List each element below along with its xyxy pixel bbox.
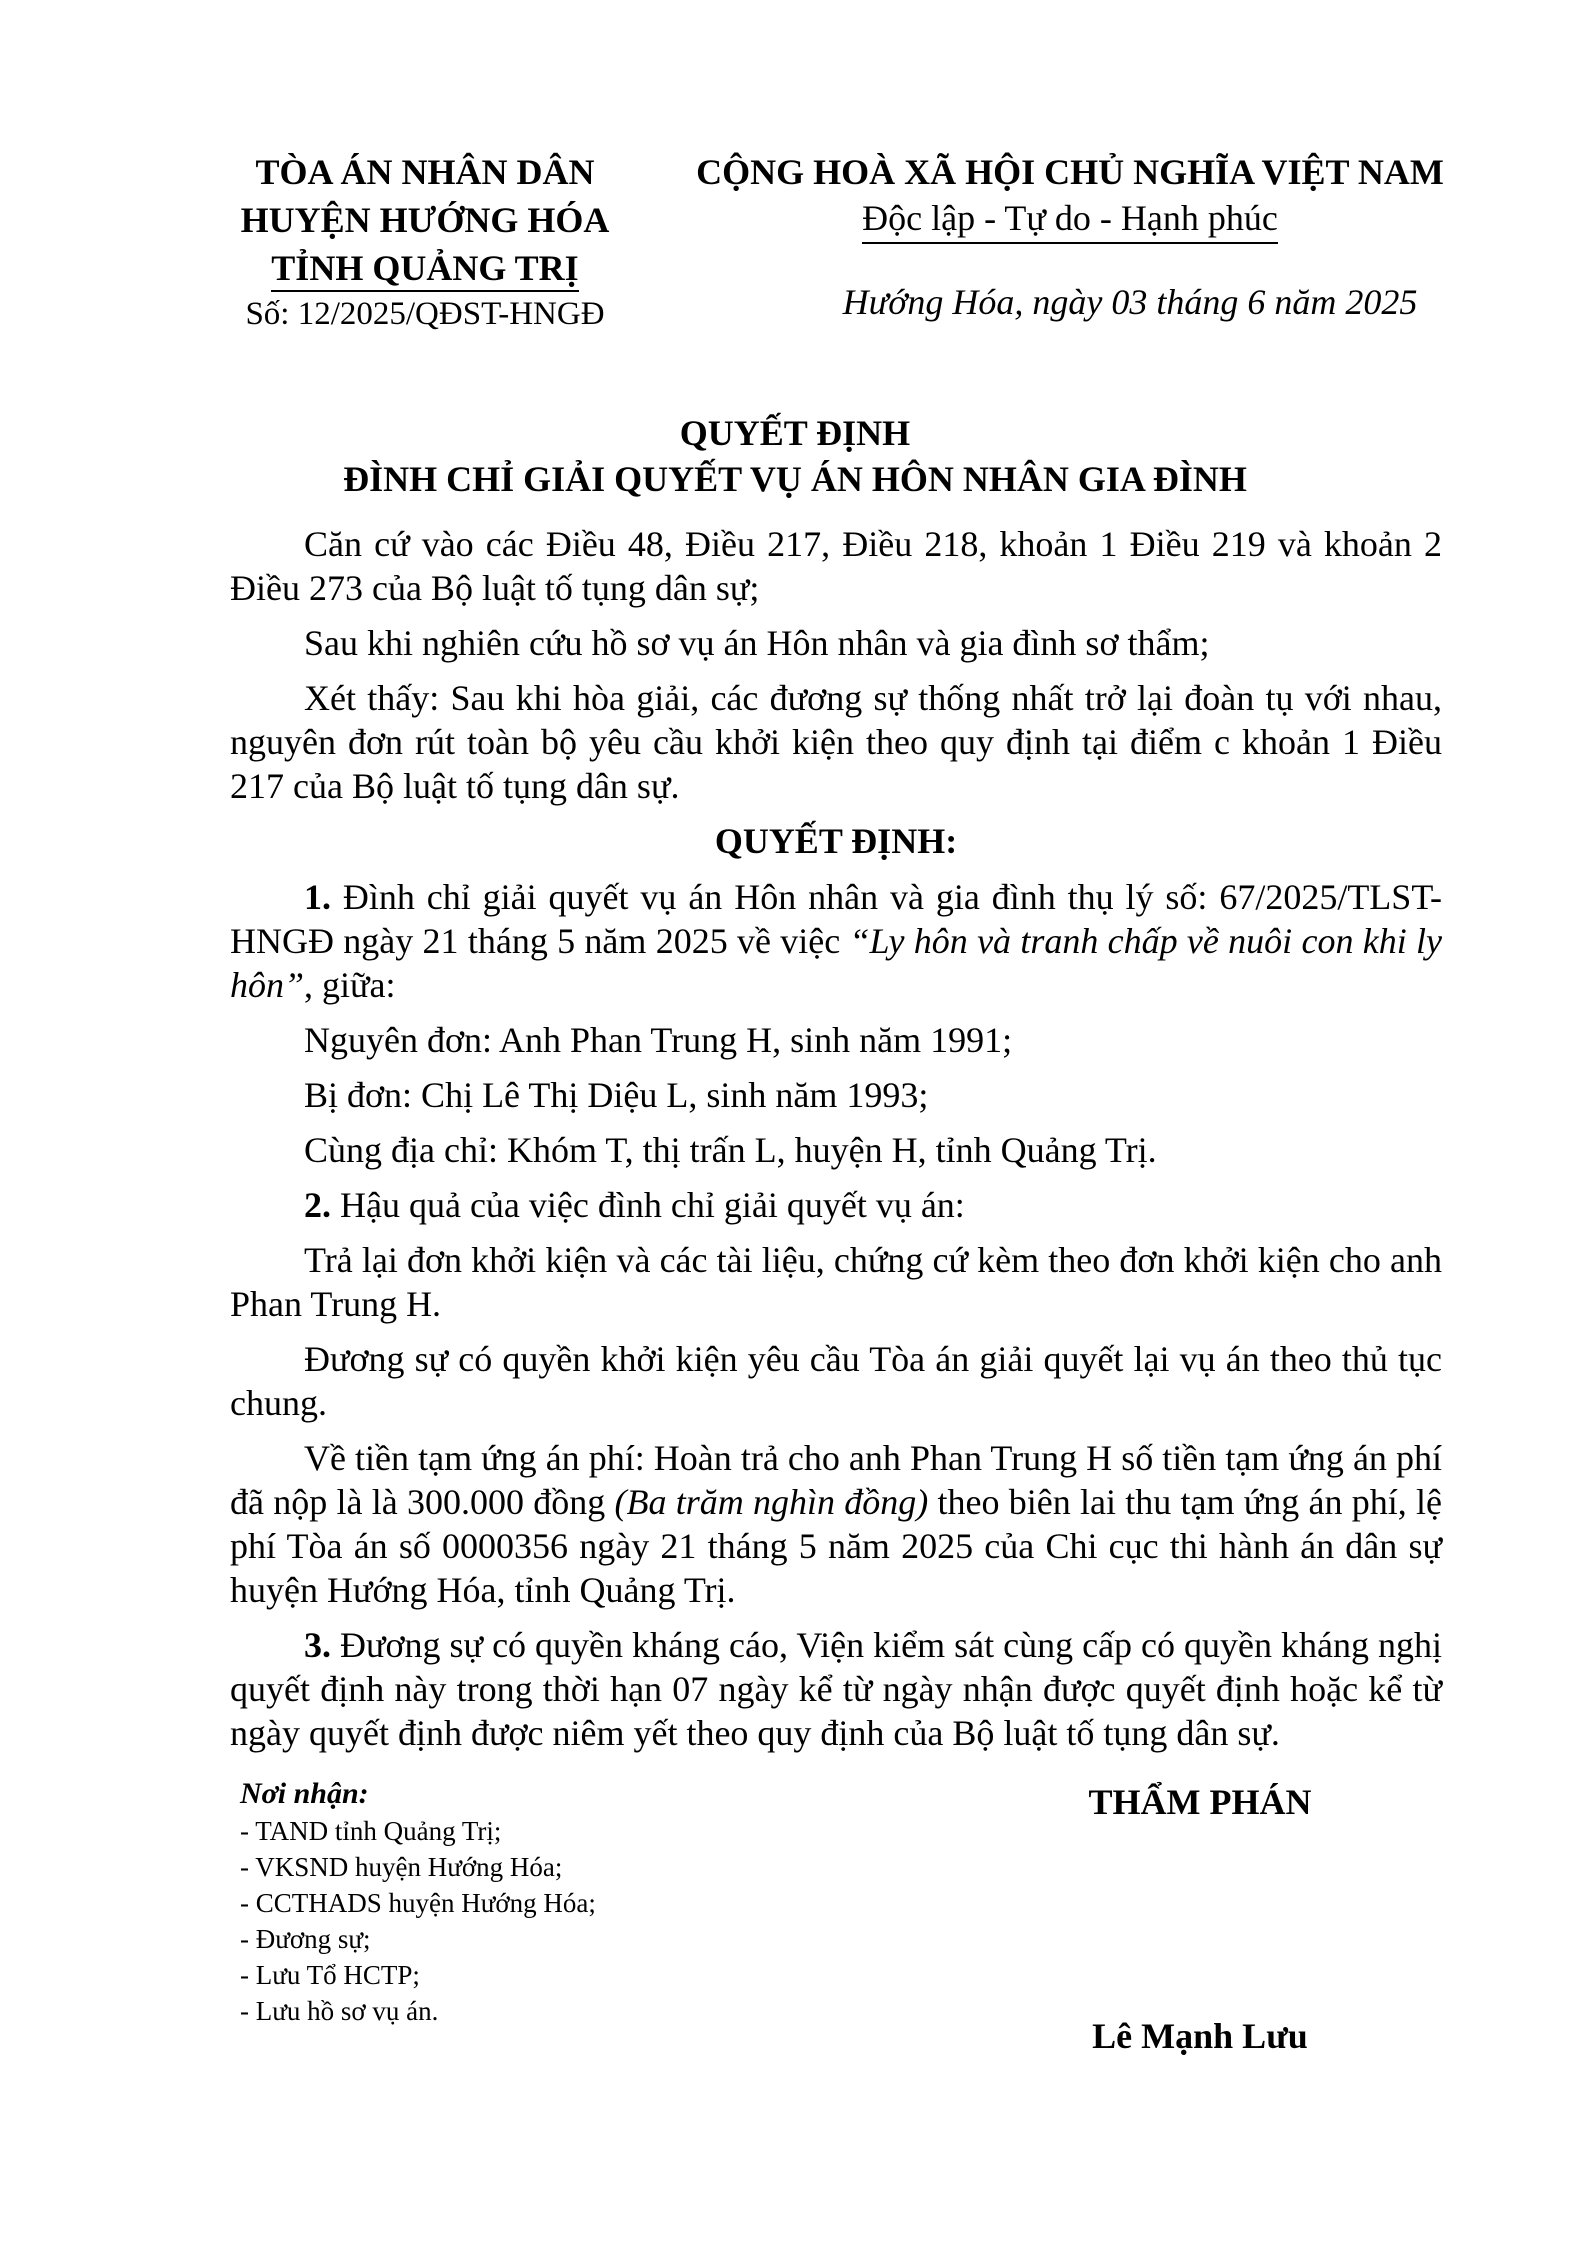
item-2-paragraph <box>230 1183 1442 1227</box>
title-line2: ĐÌNH CHỈ GIẢI QUYẾT VỤ ÁN HÔN NHÂN GIA ĐÌNH <box>343 459 1247 499</box>
item-3-number: 3. <box>304 1625 331 1665</box>
item-1-paragraph <box>230 875 1442 1007</box>
plaintiff-line: Nguyên đơn: Anh Phan Trung H, sinh năm 1991; <box>304 1020 1013 1060</box>
court-name-line3: TỈNH QUẢNG TRỊ <box>271 248 578 292</box>
item-1-text: Đình chỉ giải quyết vụ án Hôn nhân và gia đình thụ lý số: 67/2025/TLST- HNGĐ ngày 21 tháng 5 năm 2025 về việc <box>230 877 1442 961</box>
recipient-item: - VKSND huyện Hướng Hóa; <box>240 1849 800 1885</box>
fee-text-a: Về tiền tạm ứng án phí: Hoàn trả cho anh Phan Trung H số tiền tạm ứng án phí đã nộp là là 300.000 đồng <box>230 1438 1442 1522</box>
address-line: Cùng địa chỉ: Khóm T, thị trấn L, huyện H, tỉnh Quảng Trị. <box>304 1130 1157 1170</box>
document-title <box>230 410 1360 502</box>
review-paragraph: Sau khi nghiên cứu hồ sơ vụ án Hôn nhân và gia đình sơ thẩm; <box>304 623 1210 663</box>
recipients-title: Nơi nhận: <box>240 1777 369 1810</box>
recipient-item: - Đương sự; <box>240 1921 800 1957</box>
decision-number: Số: 12/2025/QĐST-HNGĐ <box>245 296 605 332</box>
recipient-item: - CCTHADS huyện Hướng Hóa; <box>240 1885 800 1921</box>
national-motto: Độc lập - Tự do - Hạnh phúc <box>862 196 1278 244</box>
place-date: Hướng Hóa, ngày 03 tháng 6 năm 2025 <box>842 282 1418 322</box>
recipient-item: - TAND tỉnh Quảng Trị; <box>240 1813 800 1849</box>
defendant-line: Bị đơn: Chị Lê Thị Diệu L, sinh năm 1993; <box>304 1075 929 1115</box>
item-3-paragraph <box>230 1623 1442 1755</box>
recipients-block <box>240 1775 800 2029</box>
signer-title: THẨM PHÁN <box>1088 1782 1312 1822</box>
return-documents-paragraph: Trả lại đơn khởi kiện và các tài liệu, chứng cứ kèm theo đơn khởi kiện cho anh Phan Trung H. <box>230 1240 1442 1324</box>
court-header <box>170 148 680 292</box>
fee-text-b: theo biên lai thu tạm ứng án phí, lệ phí Tòa án số 0000356 ngày 21 tháng 5 năm 2025 của Chi cục thi hành án dân sự huyện Hướng Hóa, tỉnh Quảng Trị. <box>230 1482 1442 1610</box>
item-2-text: Hậu quả của việc đình chỉ giải quyết vụ án: <box>331 1185 965 1225</box>
item-1-tail: , giữa: <box>304 965 396 1005</box>
right-to-sue-paragraph: Đương sự có quyền khởi kiện yêu cầu Tòa án giải quyết lại vụ án theo thủ tục chung. <box>230 1339 1442 1423</box>
court-name-line1: TÒA ÁN NHÂN DÂN <box>255 152 595 192</box>
case-subject: “Ly hôn và tranh chấp về nuôi con khi ly hôn” <box>230 921 1442 1005</box>
recipient-item: - Lưu Tổ HCTP; <box>240 1957 800 1993</box>
nation-title: CỘNG HOÀ XÃ HỘI CHỦ NGHĨA VIỆT NAM <box>696 152 1444 192</box>
item-1-number: 1. <box>304 877 331 917</box>
signer-name: Lê Mạnh Lưu <box>1092 2016 1308 2056</box>
fee-amount-words: (Ba trăm nghìn đồng) <box>614 1482 929 1522</box>
court-fee-paragraph <box>230 1436 1442 1612</box>
court-name-line2: HUYỆN HƯỚNG HÓA <box>240 200 610 240</box>
legal-basis-paragraph: Căn cứ vào các Điều 48, Điều 217, Điều 218, khoản 1 Điều 219 và khoản 2 Điều 273 của Bộ luật tố tụng dân sự; <box>230 524 1442 608</box>
findings-paragraph: Xét thấy: Sau khi hòa giải, các đương sự thống nhất trở lại đoàn tụ với nhau, nguyên đơn rút toàn bộ yêu cầu khởi kiện theo quy định tại điểm c khoản 1 Điều 217 của Bộ luật tố tụng dân sự. <box>230 678 1442 806</box>
document-body <box>230 522 1442 1766</box>
decision-heading: QUYẾT ĐỊNH: <box>714 821 958 861</box>
national-header <box>680 148 1460 244</box>
recipient-item: - Lưu hồ sơ vụ án. <box>240 1993 800 2029</box>
item-2-number: 2. <box>304 1185 331 1225</box>
title-line1: QUYẾT ĐỊNH <box>679 413 911 453</box>
item-3-text: Đương sự có quyền kháng cáo, Viện kiểm sát cùng cấp có quyền kháng nghị quyết định này trong thời hạn 07 ngày kể từ ngày nhận được quyết định hoặc kể từ ngày quyết định được niêm yết theo quy định của Bộ luật tố tụng dân sự. <box>230 1625 1442 1753</box>
